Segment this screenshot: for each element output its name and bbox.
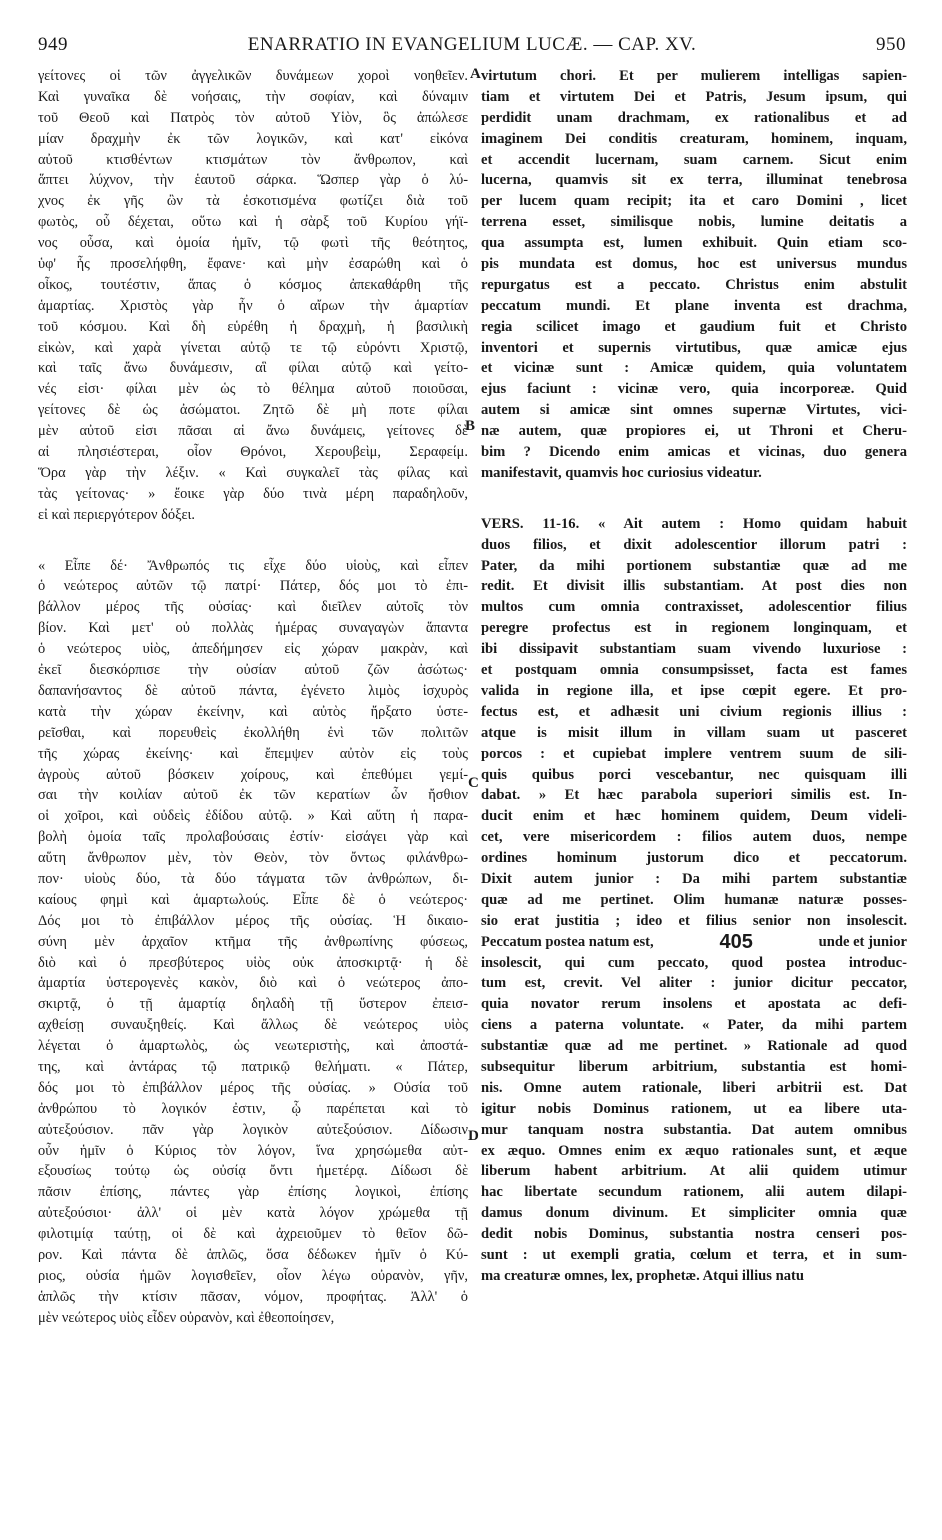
greek-text-line: ρον. Καὶ πάντα δὲ ἁπλῶς, ὅσα δέδωκεν ἡμῖν ὁ Κύ- [38, 1246, 468, 1263]
greek-text-line: πᾶσιν ἐπίσης, πάντες γὰρ ἐπίσης λογικοὶ, ἐπίσης [38, 1184, 468, 1201]
greek-text-line: τὰς γείτονας· » ἔοικε γὰρ δύο τινὰ μέρη παραδηλοῦν, [38, 485, 468, 502]
latin-text-line: qua assumpta est, lumen exhibuit. Quin etiam sco- [481, 235, 907, 252]
latin-text-line: tiam et virtutem Dei et Patris, Jesum ipsum, qui [481, 88, 907, 105]
latin-text-line: bim ? Dicendo enim amicas et vicinas, duo genera [481, 444, 907, 461]
greek-text-line: ὁ νεώτερος αὐτῶν τῷ πατρί· Πάτερ, δός μοι τὸ ἐπι- [38, 578, 468, 595]
greek-text-line: μὲν αὐτοῦ εἰσι πᾶσαι αἱ ἄνω δυνάμεις, γείτονες δὲ [38, 423, 468, 440]
greek-text-line: αἱ πλησιέστεραι, οἷον Θρόνοι, Χερουβεὶμ, Σεραφείμ. [38, 444, 468, 461]
latin-text-line: inventori et supernis virtutibus, quæ amicæ ejus [481, 339, 907, 356]
latin-text-line: ma creaturæ omnes, lex, prophetæ. Atqui illius natu [481, 1267, 804, 1284]
latin-text-line: autem si amicæ sint omnes supernæ Virtutes, vici- [481, 402, 907, 419]
greek-text-line: τοῦ Θεοῦ καὶ Πατρὸς τὸν αὐτοῦ Υἱὸν, ὃς ἀπώλεσε [38, 109, 468, 126]
greek-text-line: κατὰ τὴν χώραν ἐκείνην, καὶ αὐτὸς ἤρξατο ὑστε- [38, 703, 468, 720]
latin-text-fragment: Peccatum postea natum est, [481, 933, 654, 950]
latin-text-line: sunt : ut exempli gratia, cœlum et terra, et in sum- [481, 1246, 907, 1263]
margin-letter-c: C [468, 775, 479, 791]
greek-text-line: Καὶ γυναῖκα δὲ νοήσαις, τὴν σοφίαν, καὶ δύναμιν [38, 88, 468, 105]
latin-text-line: et postquam omnia consumpsisset, facta est fames [481, 662, 907, 679]
greek-text-line: Δός μοι τὸ ἐπιβάλλον μέρος τῆς οὐσίας. Ἡ δικαιο- [38, 912, 468, 929]
greek-text-line: τῆς χώρας ἐκείνης· καὶ ἔπεμψεν αὐτὸν εἰς τοὺς [38, 745, 468, 762]
latin-text-line: lucerna, quamvis sit ex terra, illuminat tenebrosa [481, 172, 907, 189]
greek-text-line: φωτὸς, οὗ δέχεται, οὕτω καὶ ἡ σὰρξ τοῦ Κυρίου γήϊ- [38, 214, 468, 231]
greek-text-line: ἅπτει λύχνον, τὴν ἑαυτοῦ σάρκα. Ὥσπερ γὰρ ὁ λύ- [38, 172, 468, 189]
latin-text-line: et vicinæ sunt : Amicæ quidem, quia voluntatem [481, 360, 907, 377]
greek-text-line: βίον. Καὶ μετ' οὐ πολλὰς ἡμέρας συναγαγὼν ἅπαντα [38, 620, 468, 637]
latin-text-line: næ autem, quæ propiores ei, ut Throni et Cheru- [481, 423, 907, 440]
greek-text-line: πον· υἱοὺς δύο, τὰ δύο τάγματα τῶν ἀνθρώπων, δι- [38, 870, 468, 887]
greek-text-line: εξουσίως τούτῳ ὡς οὐσίᾳ ὄντι ἡμετέρᾳ. Δίδωσι δὲ [38, 1163, 468, 1180]
greek-text-line: αὐτεξούσιοι· ἀλλ' οἱ μὲν κατὰ λόγον χρώμεθα τῇ [38, 1205, 468, 1222]
latin-text-line: Pater, da mihi portionem substantiæ quæ ad me [481, 557, 907, 574]
greek-text-line: της, καὶ ἀντάρας τῷ πατρικῷ θελήματι. « Πάτερ, [38, 1058, 468, 1075]
latin-text-line: damus donum divinum. Et simpliciter omnia quæ [481, 1205, 907, 1222]
margin-letter-b: B [465, 418, 476, 434]
latin-text-line: porcos : et cupiebat implere ventrem suum de sili- [481, 745, 907, 762]
latin-text-line: manifestavit, quamvis hoc curiosius videatur. [481, 464, 762, 481]
greek-text-line: Ὅρα γὰρ τὴν λέξιν. « Καὶ συγκαλεῖ τὰς φίλας καὶ [38, 464, 468, 481]
latin-text-line: quia novator rerum insolens et apostata ac defi- [481, 996, 907, 1013]
greek-text-line: καὶ ταῖς ἄνω δυνάμεσιν, αἳ φίλαι αὐτῷ καὶ γείτο- [38, 360, 468, 377]
running-header [38, 34, 906, 60]
latin-text-line: VERS. 11-16. « Ait autem : Homo quidam habuit [481, 515, 907, 532]
greek-text-line: ὁ νεώτερος υἱὸς, ἀπεδήμησεν εἰς χώραν μακρὰν, καὶ [38, 641, 468, 658]
latin-text-line: hac libertate secundum rationem, alii autem dilapi- [481, 1184, 907, 1201]
latin-text-line: peccatum mundi. Et plane inventa est drachma, [481, 297, 907, 314]
latin-text-line: perdidit unam drachmam, ex rationalibus et ad [481, 109, 907, 126]
greek-paragraph-gap [38, 526, 468, 556]
greek-text-line: ρεῖσθαι, καὶ πορευθεὶς ἐκολλήθη ἑνὶ τῶν πολιτῶν [38, 724, 468, 741]
latin-text-fragment: unde et junior [818, 933, 907, 950]
greek-text-line: σκιρτᾷ, ὁ τῇ ἁμαρτίᾳ δηλαδὴ τῇ ὕστερον ἐπεισ- [38, 996, 468, 1013]
latin-text-line: et accendit lucernam, suam carnem. Sicut enim [481, 151, 907, 168]
greek-text-line: μίαν δραχμὴν ἐκ τῶν λογικῶν, καὶ κατ' εἰκόνα [38, 130, 468, 147]
greek-text-line: ἁμαρτίας. Χριστὸς γὰρ ἦν ὁ αἴρων τὴν ἁμαρτίαν [38, 297, 468, 314]
greek-text-line: ἁπλῶς τὴν κτίσιν πᾶσαν, νόμον, προφήτας. Ἀλλ' ὁ [38, 1288, 468, 1305]
greek-text-line: εἰ καὶ περιεργότερον δόξει. [38, 506, 195, 523]
latin-text-line: ex æquo. Omnes enim ex æquo rationales sunt, et æque [481, 1142, 907, 1159]
latin-text-line: mur tanquam nostra substantia. Dat autem omnibus [481, 1121, 907, 1138]
latin-text-line: valida in regione illa, et ipse cœpit egere. Et pro- [481, 682, 907, 699]
latin-text-line: duos filios, et dixit adolescentior illorum patri : [481, 536, 907, 553]
latin-text-line: dabat. » Et hæc parabola superiori similis est. In- [481, 787, 907, 804]
greek-text-line: ὑφ' ἧς προσελήφθη, ἔφανε· καὶ μὴν ἐσαρώθη καὶ ὁ [38, 256, 468, 273]
greek-column [38, 66, 468, 1329]
greek-text-line: δός μοι τὸ ἐπιβάλλον μέρος τῆς οὐσίας. » Οὐσία τοῦ [38, 1079, 468, 1096]
latin-text-line: virtutum chori. Et per mulierem intelligas sapien- [481, 68, 907, 84]
latin-text-line: dedit nobis Dominus, substantia nostra censeri pos- [481, 1226, 907, 1243]
latin-text-line: atque is misit illum in villam suam ut pasceret [481, 724, 907, 741]
greek-text-line: σύνη μὲν ἀρχαῖον κτῆμα τῆς ἀνθρωπίνης φύσεως, [38, 933, 468, 950]
greek-text-line: οἶκος, τουτέστιν, ἅπας ὁ κόσμος ἀπεκαθάρθη τῆς [38, 276, 468, 293]
greek-text-line: οὖν ἡμῖν ὁ Κύριος τὸν λόγον, ἵνα χρησώμεθα αὐτ- [38, 1142, 468, 1159]
latin-text-line: quæ ad me pertinet. Olim humanæ naturæ posses- [481, 891, 907, 908]
greek-text-line: νος οὖσα, καὶ ὁμοία ἡμῖν, τῷ φωτὶ τῆς θεότητος, [38, 235, 468, 252]
greek-text-line: ἐκεῖ διεσκόρπισε τὴν οὐσίαν αὐτοῦ ζῶν ἀσώτως· [38, 662, 468, 679]
greek-text-line: ἀγροὺς αὐτοῦ βόσκειν χοίρους, καὶ ἐπεθύμει γεμί- [38, 766, 468, 783]
greek-text-line: αὐτεξούσιον. πᾶν γὰρ λογικὸν αὐτεξούσιον. Δίδωσιν [38, 1121, 468, 1138]
greek-text-line: διὸ καὶ ὁ πρεσβύτερος υἱὸς οὐκ ἀποσκιρτᾷ· ἡ δὲ [38, 954, 468, 971]
latin-text-line: repurgatus est a peccato. Christus enim abstulit [481, 276, 907, 293]
latin-text-line: pis mundata est domus, hoc est universus mundus [481, 256, 907, 273]
latin-text-line: tum est, crevit. Vel aliter : junior dicitur peccator, [481, 975, 907, 992]
greek-text-line: μὲν νεώτερος υἱὸς εἶδεν οὐρανὸν, καὶ ἐθεοποίησεν, [38, 1309, 335, 1326]
latin-paragraph-gap [481, 484, 907, 514]
greek-text-line: αὕτη ἄνθρωπον μὲν, τὸν Θεὸν, τὸν ὄντως φιλάνθρω- [38, 850, 468, 867]
latin-text-line [481, 932, 907, 953]
page-number-right: 950 [876, 34, 906, 55]
latin-text-line: insolescit, qui cum peccato, quod postea introduc- [481, 954, 907, 971]
latin-text-line: Dixit autem junior : Da mihi partem substantiæ [481, 870, 907, 887]
margin-letter-d: D [468, 1128, 479, 1144]
latin-text-line: nis. Omne autem rationale, liberi arbitrii est. Dat [481, 1079, 907, 1096]
latin-text-line: fectus est, et adhæsit uni civium regionis illius : [481, 703, 907, 720]
latin-text-line: multos cum omnia contraxisset, adolescentior filius [481, 599, 907, 616]
greek-text-line: « Εἶπε δέ· Ἄνθρωπός τις εἶχε δύο υἱοὺς, καὶ εἶπεν [38, 557, 468, 574]
latin-text-line: imaginem Dei conditis creaturam, hominem, inquam, [481, 130, 907, 147]
greek-text-line: φιλοτιμίᾳ ταύτῃ, οἱ δὲ καὶ ἀχρειοῦμεν τὸ θεῖον δῶ- [38, 1226, 468, 1243]
greek-text-line: βολὴ ὁμοία ταῖς προλαβούσαις ἐστίν· εἰσάγει γὰρ καὶ [38, 829, 468, 846]
greek-text-line: βάλλον μέρος τῆς οὐσίας· καὶ διεῖλεν αὐτοῖς τὸν [38, 599, 468, 616]
latin-text-line: ciens a paterna voluntate. « Pater, da mihi partem [481, 1017, 907, 1034]
greek-text-line: χνος ἐκ γῆς ὢν τὰ ἐσκοτισμένα φωτίζει διὰ τοῦ [38, 193, 468, 210]
greek-text-line: γείτονες δὲ ὡς ἀσώματοι. Ζητῶ δὲ μὴ ποτε φίλαι [38, 402, 468, 419]
latin-text-line: liberum habent arbitrium. At alii quidem utimur [481, 1163, 907, 1180]
latin-text-line: igitur nobis Dominus rationem, ut ea libere uta- [481, 1100, 907, 1117]
latin-text-line: subsequitur liberum arbitrium, substantia est homi- [481, 1058, 907, 1075]
latin-text-line: regia scilicet imago et gaudium fuit et Christo [481, 318, 907, 335]
running-title: ENARRATIO IN EVANGELIUM LUCÆ. — CAP. XV. [247, 34, 697, 55]
margin-letter-a: A [470, 66, 481, 82]
latin-column [481, 66, 907, 1287]
page-number-left: 949 [38, 34, 68, 55]
latin-text-line: peregre profectus est in regionem longinquam, et [481, 620, 907, 637]
greek-text-line: ἁμαρτία ὑστερογενὲς κακὸν, διὸ καὶ ὁ νεώτερος ἀπο- [38, 975, 468, 992]
latin-text-line: ducit enim et hæc hominem quidem, Deum videli- [481, 808, 907, 825]
latin-text-line: per lucem quam recipit; ita et caro Domini , licet [481, 193, 907, 210]
greek-text-line: νές εἰσι· φίλαι μὲν ὡς τὸ θέλημα αὐτοῦ ποιοῦσαι, [38, 381, 468, 398]
latin-text-line: cet, vere misericordem : filios autem duos, nempe [481, 829, 907, 846]
latin-text-line: quis quibus porci vescebantur, nec quisquam illi [481, 766, 907, 783]
greek-text-line: τοῦ κόσμου. Καὶ δὴ εὑρέθη ἡ δραχμὴ, ἡ βασιλικὴ [38, 318, 468, 335]
greek-text-line: εἰκὼν, καὶ χαρὰ γίνεται αὐτῷ τε τῷ εὑρόντι Χριστῷ, [38, 339, 468, 356]
latin-text-line: redit. Et divisit illis substantiam. At post dies non [481, 578, 907, 595]
greek-text-line: αχθείσῃ συναυξηθείς. Καὶ ἄλλως δὲ νεώτερος υἱὸς [38, 1017, 468, 1034]
greek-text-line: λέγεται ὁ ἁμαρτωλὸς, ὡς νεωτεριστὴς, καὶ ἀποστά- [38, 1038, 468, 1055]
greek-text-line: δαπανήσαντος δὲ αὐτοῦ πάντα, ἐγένετο λιμὸς ἰσχυρὸς [38, 682, 468, 699]
greek-text-line: οἱ χοῖροι, καὶ οὐδεὶς ἐδίδου αὐτῷ. » Καὶ αὕτη ἡ παρα- [38, 808, 468, 825]
latin-text-line: ordines hominum justorum dico et peccatorum. [481, 850, 907, 867]
greek-text-line: ριος, οὐσία ἡμῶν λογισθεῖεν, οἷον λέγω οὐρανὸν, γῆν, [38, 1267, 468, 1284]
greek-text-line: ἀνθρώπου τὸ λογικόν ἐστιν, ᾧ παρέπεται καὶ τὸ [38, 1100, 468, 1117]
greek-text-line: αὐτοῦ κτισθέντων κτισμάτων τὸν ἄνθρωπον, καὶ [38, 151, 468, 168]
latin-text-line: substantiæ quæ ad me pertinet. » Rationale ad quod [481, 1038, 907, 1055]
latin-text-line: terrena esset, similisque nobis, lumine deitatis a [481, 214, 907, 231]
greek-text-line: καίους φημὶ καὶ ἁμαρτωλούς. Εἶπε δὲ ὁ νεώτερος· [38, 891, 468, 908]
greek-text-line: σαι τὴν κοιλίαν αὐτοῦ ἐκ τῶν κερατίων ὧν ἤσθιον [38, 787, 468, 804]
latin-text-line: sio erat justitia ; ideo et filius senior non insolescit. [481, 912, 907, 929]
latin-text-line: ibi dissipavit substantiam suam vivendo luxuriose : [481, 641, 907, 658]
latin-text-line: ejus faciunt : vicinæ vero, quia incorporeæ. Quid [481, 381, 907, 398]
greek-text-line: γείτονες οἱ τῶν ἀγγελικῶν δυνάμεων χοροὶ νοηθεῖεν. [38, 68, 468, 84]
inline-page-number: 405 [719, 931, 753, 953]
